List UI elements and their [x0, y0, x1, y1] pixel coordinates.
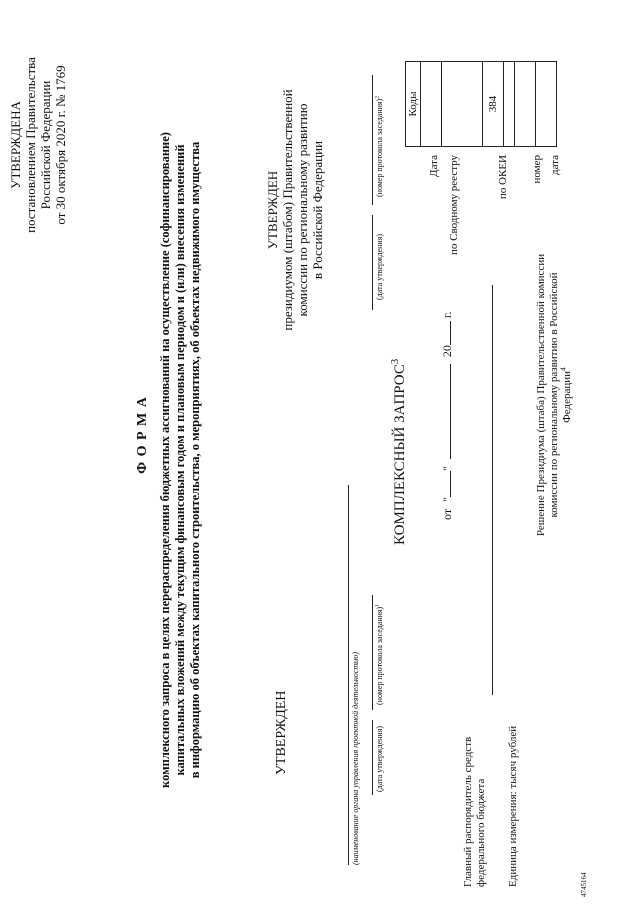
- request-month-blank: [440, 364, 451, 459]
- manager-field: [462, 737, 488, 887]
- request-year-blank: [440, 321, 451, 345]
- left-date-line: [372, 720, 373, 795]
- decision-field: [535, 245, 574, 545]
- request-year-suffix: г.: [440, 311, 454, 319]
- request-date-from: от: [440, 508, 454, 520]
- code-cell-registry: [442, 62, 483, 147]
- right-date-caption: (дата утверждения): [375, 233, 384, 300]
- approved-right-line-1: президиумом (штабом) Правительственной: [280, 89, 295, 331]
- approved-right-block: [265, 55, 325, 365]
- left-org-caption: (наименование органа управления проектной деятельностью): [351, 651, 360, 865]
- manager-value-line: [492, 285, 493, 695]
- request-title-text: КОМПЛЕКСНЫЙ ЗАПРОС: [392, 364, 408, 545]
- form-title: Ф О Р М А: [135, 396, 150, 474]
- decision-line-1: Решение Президиума (штаба) Правительственной комиссии: [535, 253, 547, 537]
- left-protocol-sup: 1: [374, 603, 381, 607]
- subtitle-line-2: капитальных вложений между текущим финансовым годом и плановым периодом и (или) внесения изменений: [173, 144, 187, 776]
- manager-line-2: федерального бюджета: [475, 778, 487, 887]
- codes-table: [405, 61, 557, 147]
- approval-line-2: Российской Федерации: [38, 80, 53, 210]
- left-date-caption: (дата утверждения): [375, 725, 384, 792]
- approved-right-label: УТВЕРЖДЕН: [265, 170, 280, 250]
- code-label-date: Дата: [428, 155, 440, 177]
- subtitle-line-3: в информацию об объектах капитального строительства, о мероприятиях, об объектах недвижимого имущества: [188, 141, 202, 779]
- left-protocol-line: [372, 595, 373, 710]
- request-day-blank: [440, 471, 451, 497]
- codes-header: Коды: [406, 62, 421, 147]
- left-protocol-text: (номер протокола заседания): [375, 606, 384, 705]
- manager-line-1: Главный распорядитель средств: [462, 736, 474, 887]
- request-title: [392, 359, 409, 545]
- request-year-prefix: 20: [440, 345, 454, 358]
- code-label-registry: по Сводному реестру: [448, 155, 460, 255]
- approval-line-1: постановлением Правительства: [23, 57, 38, 233]
- approved-right-line-3: в Российской Федерации: [310, 140, 325, 280]
- form-subtitle: [158, 35, 203, 885]
- decision-sup: 4: [558, 367, 568, 371]
- approval-line-3: от 30 октября 2020 г. № 1769: [53, 65, 68, 225]
- decision-line-2-text: комиссии по региональному развитию в Российской Федерации: [548, 272, 573, 518]
- right-date-line: [372, 215, 373, 310]
- approved-right-line-2: комиссии по региональному развитию: [295, 103, 310, 317]
- approved-left-label: УТВЕРЖДЕН: [274, 690, 289, 775]
- decision-line-2: [548, 245, 574, 545]
- code-cell-spacer: [504, 62, 515, 147]
- left-org-line: [348, 485, 349, 865]
- request-quote-close: ": [440, 466, 454, 471]
- right-protocol-line: [372, 75, 373, 205]
- request-date-row: [440, 312, 455, 520]
- right-protocol-caption: [375, 96, 384, 197]
- code-label-date2: дата: [549, 155, 561, 176]
- right-protocol-sup: 2: [374, 95, 381, 99]
- left-protocol-caption: [375, 604, 384, 705]
- code-cell-okei: 384: [483, 62, 504, 147]
- approval-heading: УТВЕРЖДЕНА: [8, 101, 23, 189]
- code-cell-date: [421, 62, 442, 147]
- approval-block: [8, 25, 68, 265]
- code-cell-number: [515, 62, 536, 147]
- request-quote-open: ": [440, 497, 454, 502]
- code-label-okei: по ОКЕИ: [497, 155, 509, 200]
- right-protocol-text: (номер протокола заседания): [375, 98, 384, 197]
- footer-number: 4745164: [580, 872, 588, 897]
- request-title-sup: 3: [390, 358, 401, 365]
- unit-field: Единица измерения: тысяч рублей: [507, 725, 519, 887]
- subtitle-line-1: комплексного запроса в целях перераспределения бюджетных ассигнований на осуществление (софинансирование): [158, 132, 172, 788]
- code-cell-date2: [536, 62, 557, 147]
- code-label-number: номер: [531, 155, 543, 184]
